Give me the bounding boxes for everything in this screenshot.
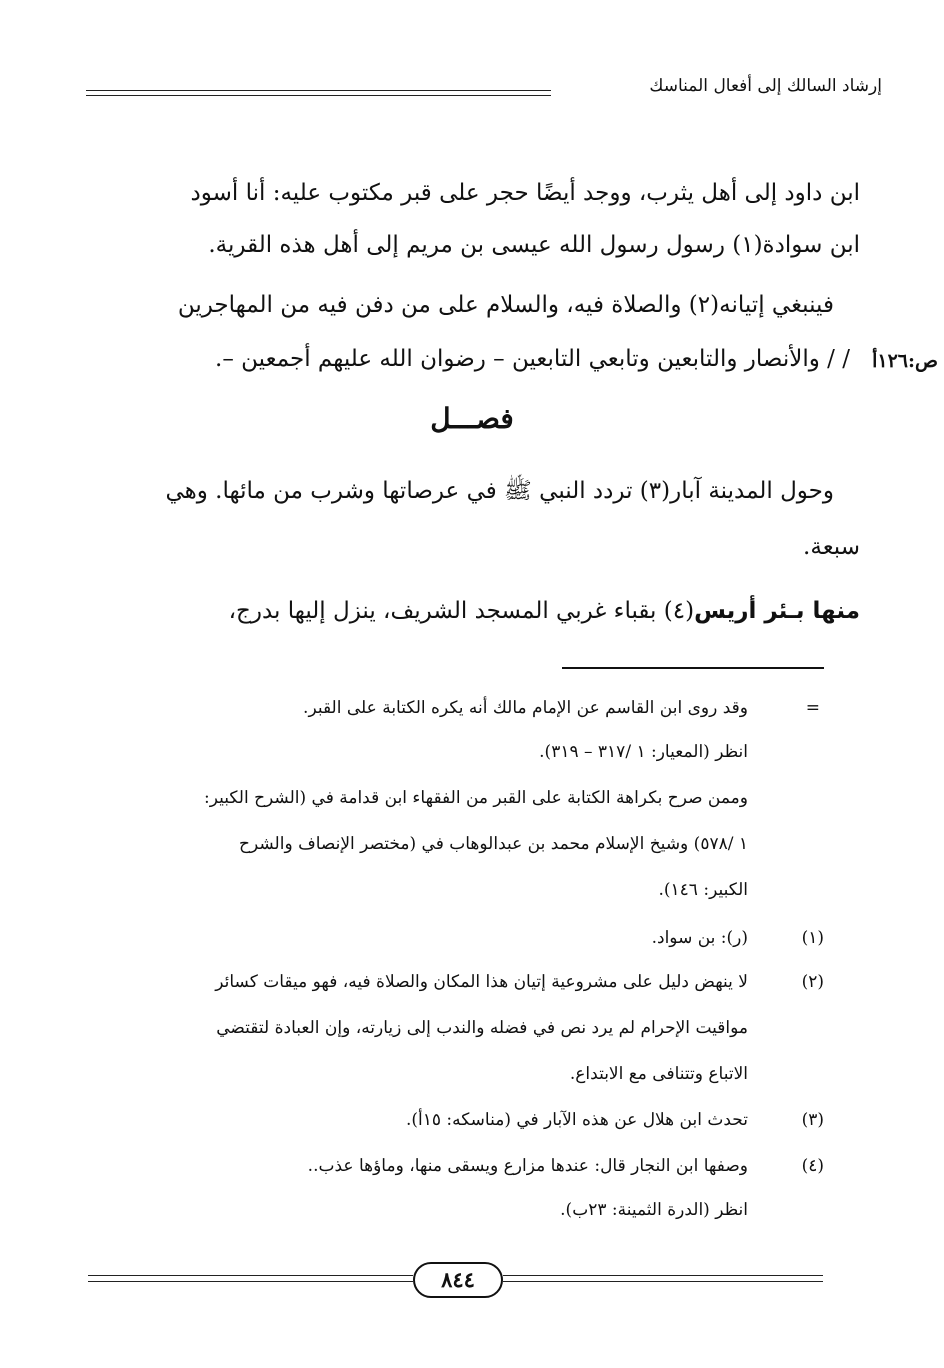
body-line: سبعة. xyxy=(803,534,860,560)
footnote-number: (٢) xyxy=(801,972,824,992)
footnote-line: (ر): بن سواد. xyxy=(651,928,748,948)
body-line: فينبغي إتيانه(٢) والصلاة فيه، والسلام على من دفن فيه من المهاجرين xyxy=(177,292,834,318)
folio-rule-right xyxy=(503,1275,823,1276)
footnote-line: انظر (المعيار: ١ /٣١٧ – ٣١٩). xyxy=(539,742,748,762)
footnote-line: تحدث ابن هلال عن هذه الآبار في (مناسكه: ١٥أ). xyxy=(406,1110,748,1130)
folio-rule-left xyxy=(88,1275,413,1276)
body-line: ابن سوادة(١) رسول رسول الله عيسى بن مريم إلى أهل هذه القرية. xyxy=(208,232,860,258)
header-rule xyxy=(86,95,551,96)
footnote-line: لا ينهض دليل على مشروعية إتيان هذا المكان والصلاة فيه، فهو ميقات كسائر xyxy=(215,972,748,992)
body-line: ابن داود إلى أهل يثرب، ووجد أيضًا حجر على قبر مكتوب عليه: أنا أسود xyxy=(190,180,860,206)
footnote-number: (٣) xyxy=(801,1110,824,1130)
footnote-line: وصفها ابن النجار قال: عندها مزارع ويسقى منها، وماؤها عذب.. xyxy=(307,1156,748,1176)
section-heading: فصـــل xyxy=(430,402,514,435)
body-line: وحول المدينة آبار(٣) تردد النبي ﷺ في عرصاتها وشرب من مائها. وهي xyxy=(165,478,834,504)
folio-rule-left xyxy=(88,1281,413,1282)
footnote-line: ١ /٥٧٨) وشيخ الإسلام محمد بن عبدالوهاب في (مختصر الإنصاف والشرح xyxy=(239,834,748,854)
footnote-number: (١) xyxy=(801,928,824,948)
footnote-line: الاتباع وتتنافى مع الابتداع. xyxy=(569,1064,748,1084)
page-number: ٨٤٤ xyxy=(413,1262,503,1298)
running-header-title: إرشاد السالك إلى أفعال المناسك xyxy=(649,76,882,96)
footnote-line: وقد روى ابن القاسم عن الإمام مالك أنه يكره الكتابة على القبر. xyxy=(303,698,748,718)
folio-rule-right xyxy=(503,1281,823,1282)
header-rule xyxy=(86,90,551,91)
footnote-number: (٤) xyxy=(801,1156,824,1176)
body-line-rest: (٤) بقباء غربي المسجد الشريف، ينزل إليها بدرج، xyxy=(228,598,695,624)
footnote-line: مواقيت الإحرام لم يرد نص في فضله والندب إلى زيارته، وإن العبادة لتقتضي xyxy=(216,1018,748,1038)
footnote-separator xyxy=(562,667,824,669)
footnote-line: الكبير: ١٤٦). xyxy=(658,880,748,900)
body-line xyxy=(84,596,860,626)
well-name: منها بـئر أريس xyxy=(694,598,860,624)
body-line: / / والأنصار والتابعين وتابعي التابعين – رضوان الله عليهم أجمعين –. xyxy=(215,346,850,372)
footnote-line: انظر (الدرة الثمينة: ٢٣ب). xyxy=(560,1200,748,1220)
footnote-line: وممن صرح بكراهة الكتابة على القبر من الفقهاء ابن قدامة في (الشرح الكبير: xyxy=(204,788,748,808)
manuscript-folio-note: ص:١٢٦أ xyxy=(872,350,938,372)
footnote-continuation-marker: = xyxy=(805,698,820,718)
